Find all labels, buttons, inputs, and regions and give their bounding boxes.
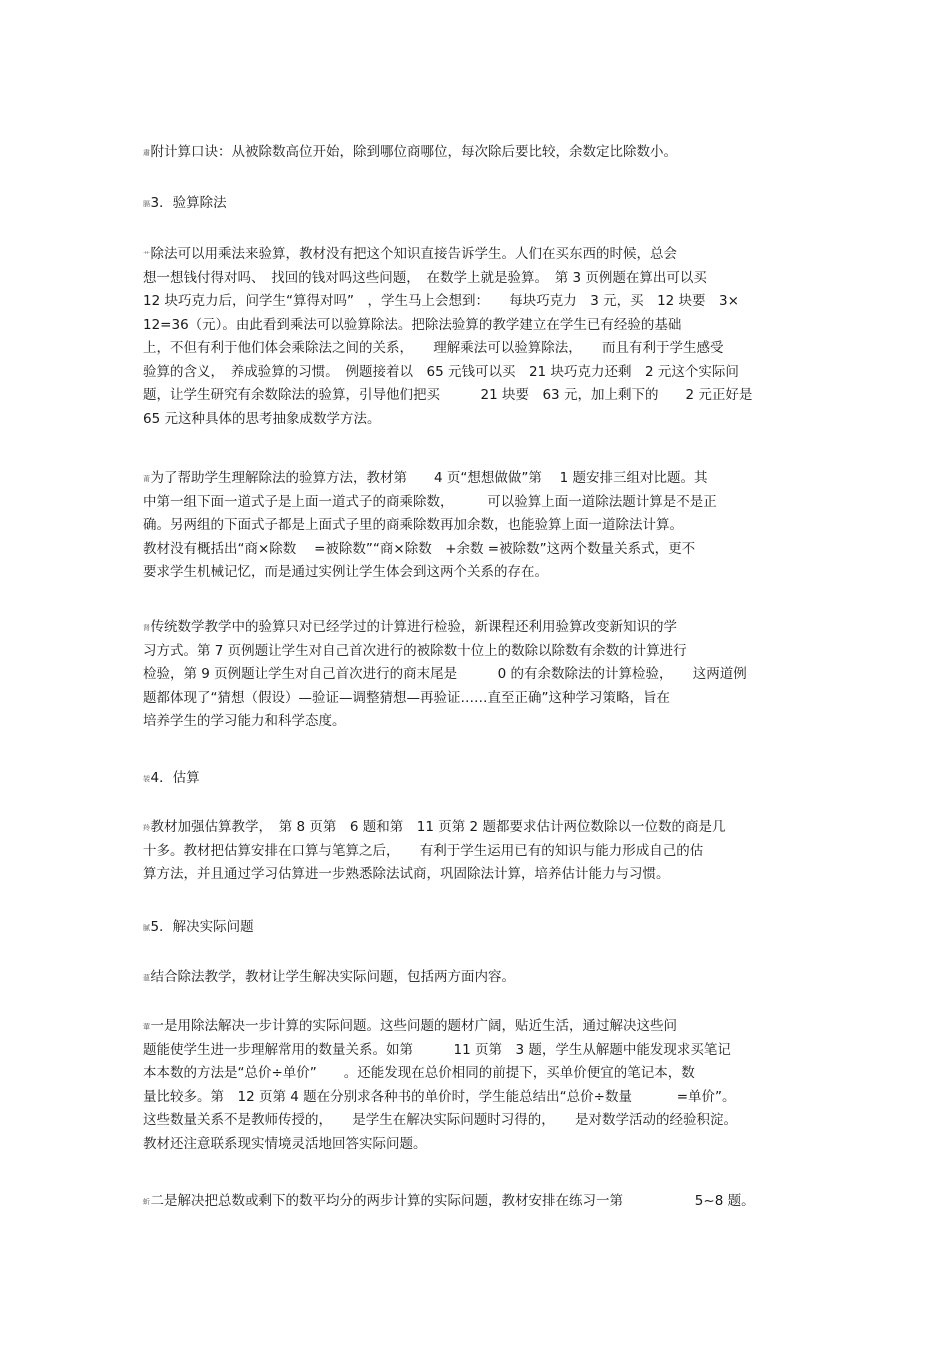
paragraph-comparison-exercises [143, 467, 823, 585]
text-line: 膈3．验算除法 [143, 195, 227, 211]
text-line: 教材没有概括出“商×除数 =被除数”“商×除数 +余数 =被除数”这两个数量关系式，更不 [143, 540, 696, 557]
text-line: 袈4．估算 [143, 770, 200, 786]
text-line: 这些数量关系不是教师传授的， 是学生在解决实际问题时习得的， 是对数学活动的经验积淀。 [143, 1112, 737, 1128]
text-line: 艹除法可以用乘法来验算，教材没有把这个知识直接告诉学生。人们在买东西的时候，总会 [143, 246, 677, 262]
text-line: 确。另两组的下面式子都是上面式子里的商乘除数再加余数，也能验算上面一道除法计算。 [143, 517, 683, 533]
text-line: 十多。教材把估算安排在口算与笔算之后， 有利于学生运用已有的知识与能力形成自己的估 [143, 842, 704, 859]
text-line: 上，不但有利于他们体会乘除法之间的关系， 理解乘法可以验算除法， 而且有利于学生感受 [143, 340, 724, 356]
paragraph-one-step-problems [143, 1015, 823, 1156]
margin-mark: 蚚 [143, 1198, 150, 1206]
text-line: 培养学生的学习能力和科学态度。 [143, 713, 346, 729]
margin-mark: 羚 [143, 824, 150, 832]
text-line: 蚚二是解决把总数或剩下的数平均分的两步计算的实际问题，教材安排在练习一第 5~8 题。 [143, 1193, 755, 1209]
text-line: 65 元这种具体的思考抽象成数学方法。 [143, 410, 381, 427]
text-line: 本本数的方法是“总价÷单价” 。还能发现在总价相同的前提下，买单价便宜的笔记本，数 [143, 1065, 695, 1081]
section-heading-estimation [143, 767, 823, 791]
text-line: 葷一是用除法解决一步计算的实际问题。这些问题的题材广阔，贴近生活，通过解决这些问 [143, 1018, 677, 1034]
text-line: 验算的含义， 养成验算的习惯。 例题接着以 65 元钱可以买 21 块巧克力还剩 2 元这个实际问 [143, 363, 739, 380]
text-line: 肅附计算口诀：从被除数高位开始，除到哪位商哪位，每次除后要比较，余数定比除数小。 [143, 144, 677, 160]
text-line: 12=36（元）。由此看到乘法可以验算除法。把除法验算的教学建立在学生已有经验的基础 [143, 316, 682, 333]
paragraph-estimation-teaching [143, 816, 823, 887]
margin-mark: 膈 [143, 200, 150, 208]
section-heading-verify-division [143, 192, 823, 216]
paragraph-division-mnemonic [143, 141, 823, 165]
paragraph-two-step-problems [143, 1190, 823, 1214]
text-line: 薀结合除法教学，教材让学生解决实际问题，包括两方面内容。 [143, 969, 515, 985]
paragraph-learning-strategy [143, 616, 823, 734]
section-heading-practical-problems [143, 916, 823, 940]
text-line: 中第一组下面一道式子是上面一道式子的商乘除数， 可以验算上面一道除法题计算是不是正 [143, 493, 717, 510]
margin-mark: 膩 [143, 924, 150, 932]
text-line: 量比较多。第 12 页第 4 题在分别求各种书的单价时，学生能总结出“总价÷数量 =单价”。 [143, 1088, 736, 1105]
margin-mark: 肅 [143, 149, 150, 157]
paragraph-multiplication-verification [143, 243, 823, 431]
text-line: 想一想钱付得对吗、 找回的钱对吗这些问题， 在数学上就是验算。 第 3 页例题在算出可以买 [143, 269, 707, 286]
text-line: 检验，第 9 页例题让学生对自己首次进行的商末尾是 0 的有余数除法的计算检验， 这两道例 [143, 666, 747, 682]
margin-mark: 葷 [143, 1023, 150, 1031]
text-line: 要求学生机械记忆，而是通过实例让学生体会到这两个关系的存在。 [143, 564, 548, 580]
text-line: 题能使学生进一步理解常用的数量关系。如第 11 页第 3 题，学生从解题中能发现求买笔记 [143, 1041, 731, 1058]
text-line: 肾传统数学教学中的验算只对已经学过的计算进行检验，新课程还利用验算改变新知识的学 [143, 619, 677, 635]
text-line: 膩5．解决实际问题 [143, 919, 254, 935]
margin-mark: 袈 [143, 775, 150, 783]
margin-mark: 薀 [143, 974, 150, 982]
text-line: 习方式。第 7 页例题让学生对自己首次进行的被除数十位上的数除以除数有余数的计算进行 [143, 642, 687, 659]
margin-mark: 莆 [143, 475, 150, 483]
text-line: 莆为了帮助学生理解除法的验算方法，教材第 4 页“想想做做”第 1 题安排三组对比题。其 [143, 470, 708, 486]
margin-mark: 肾 [143, 624, 150, 632]
text-line: 题都体现了“猜想（假设）—验证—调整猜想—再验证……直至正确”这种学习策略，旨在 [143, 689, 670, 706]
text-line: 羚教材加强估算教学， 第 8 页第 6 题和第 11 页第 2 题都要求估计两位数除以一位数的商是几 [143, 819, 726, 835]
text-line: 教材还注意联系现实情境灵活地回答实际问题。 [143, 1135, 427, 1152]
paragraph-two-aspects [143, 966, 823, 990]
margin-mark: 艹 [143, 251, 150, 259]
text-line: 12 块巧克力后，问学生“算得对吗” ，学生马上会想到： 每块巧克力 3 元，买 12 块要 3× [143, 293, 739, 309]
text-line: 题，让学生研究有余数除法的验算，引导他们把买 21 块要 63 元，加上剩下的 2 元正好是 [143, 387, 753, 403]
text-line: 算方法，并且通过学习估算进一步熟悉除法试商，巩固除法计算，培养估计能力与习惯。 [143, 866, 670, 882]
